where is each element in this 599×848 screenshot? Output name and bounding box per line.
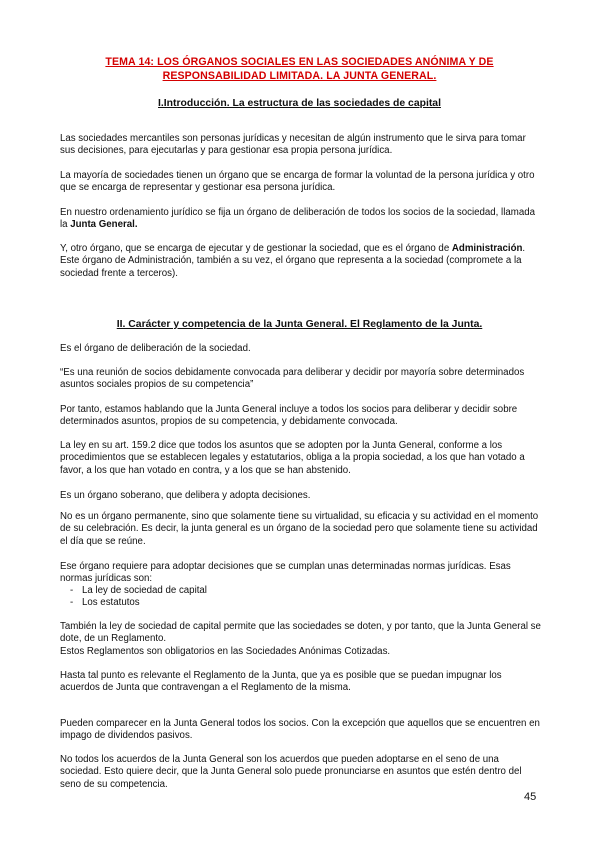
bold-term: Junta General.: [70, 219, 138, 231]
paragraph: Es un órgano soberano, que delibera y adopta decisiones.: [60, 490, 311, 501]
paragraph: [60, 621, 542, 658]
paragraph: [60, 243, 542, 280]
list-marker: -: [70, 597, 74, 609]
paragraph: No es un órgano permanente, sino que solamente tiene su virtualidad, su eficacia y su actividad en el momento de su celebración. Es decir, la junta general es un órgano de la sociedad pero que solamente tiene su actividad el día que se reúne.: [60, 511, 539, 547]
paragraph: Por tanto, estamos hablando que la Junta General incluye a todos los socios para deliberar y decidir sobre determinados asuntos, propios de su competencia, y debidamente convocada.: [60, 404, 518, 428]
list-item-text: Los estatutos: [82, 597, 140, 609]
paragraph: La ley en su art. 159.2 dice que todos los asuntos que se adopten por la Junta General, conforme a los procedimientos que se establecen legales y estatutarios, obliga a la propia sociedad, a los que han votado a favor, a los que han votado en contra, y a los que se han abstenido.: [60, 440, 525, 476]
title-line-1: TEMA 14: LOS ÓRGANOS SOCIALES EN LAS SOCIEDADES ANÓNIMA Y DE: [105, 56, 494, 68]
paragraph: [60, 207, 542, 232]
text: . Este órgano de Administración, también a su vez, el órgano que representa a la sociedad (compromete a la sociedad frente a terceros).: [60, 243, 526, 279]
quote-paragraph: “Es una reunión de socios debidamente convocada para deliberar y decidir por mayoría sobre determinados asuntos sociales propios de su competencia”: [60, 367, 525, 391]
text-line: También la ley de sociedad de capital permite que las sociedades se doten, y por tanto, que la Junta General se dote, de un Reglamento.: [60, 621, 541, 645]
list-item: [70, 597, 207, 609]
title-line-2: RESPONSABILIDAD LIMITADA. LA JUNTA GENERAL.: [162, 70, 437, 82]
page-number: 45: [524, 791, 537, 803]
paragraph: Las sociedades mercantiles son personas jurídicas y necesitan de algún instrumento que le sirva para tomar sus decisiones, para ejecutarlas y para gestionar esa propia persona jurídica.: [60, 133, 526, 157]
list-marker: -: [70, 585, 74, 596]
section-2-heading: II. Carácter y competencia de la Junta General. El Reglamento de la Junta.: [116, 319, 483, 330]
paragraph: Pueden comparecer en la Junta General todos los socios. Con la excepción que aquellos que se encuentren en impago de dividendos pasivos.: [60, 718, 540, 742]
document-title: [60, 55, 539, 83]
paragraph: No todos los acuerdos de la Junta General son los acuerdos que pueden adoptarse en el seno de una sociedad. Esto quiere decir, que la Junta General solo puede pronunciarse en asuntos que estén dentro del seno de su competencia.: [60, 754, 522, 790]
paragraph: Hasta tal punto es relevante el Reglamento de la Junta, que ya es posible que se puedan impugnar los acuerdos de Junta que contravengan a el Reglamento de la misma.: [60, 670, 502, 694]
paragraph: La mayoría de sociedades tienen un órgano que se encarga de formar la voluntad de la persona jurídica y otro que se encarga de representar y gestionar esa persona jurídica.: [60, 170, 535, 194]
section-1-heading: I.Introducción. La estructura de las sociedades de capital: [158, 98, 441, 109]
bullet-list: [70, 585, 207, 610]
list-item-text: La ley de sociedad de capital: [82, 585, 207, 596]
text: Y, otro órgano, que se encarga de ejecutar y de gestionar la sociedad, que es el órgano de: [60, 243, 452, 254]
paragraph: Es el órgano de deliberación de la sociedad.: [60, 343, 251, 354]
text-line: Estos Reglamentos son obligatorios en las Sociedades Anónimas Cotizadas.: [60, 645, 391, 657]
list-item: [70, 585, 207, 597]
paragraph: Ese órgano requiere para adoptar decisiones que se cumplan unas determinadas normas jurídicas. Esas normas jurídicas son:: [60, 561, 511, 585]
text: En nuestro ordenamiento jurídico se fija un órgano de deliberación de todos los socios de la sociedad, llamada la: [60, 207, 535, 231]
bold-term: Administración: [451, 243, 523, 254]
